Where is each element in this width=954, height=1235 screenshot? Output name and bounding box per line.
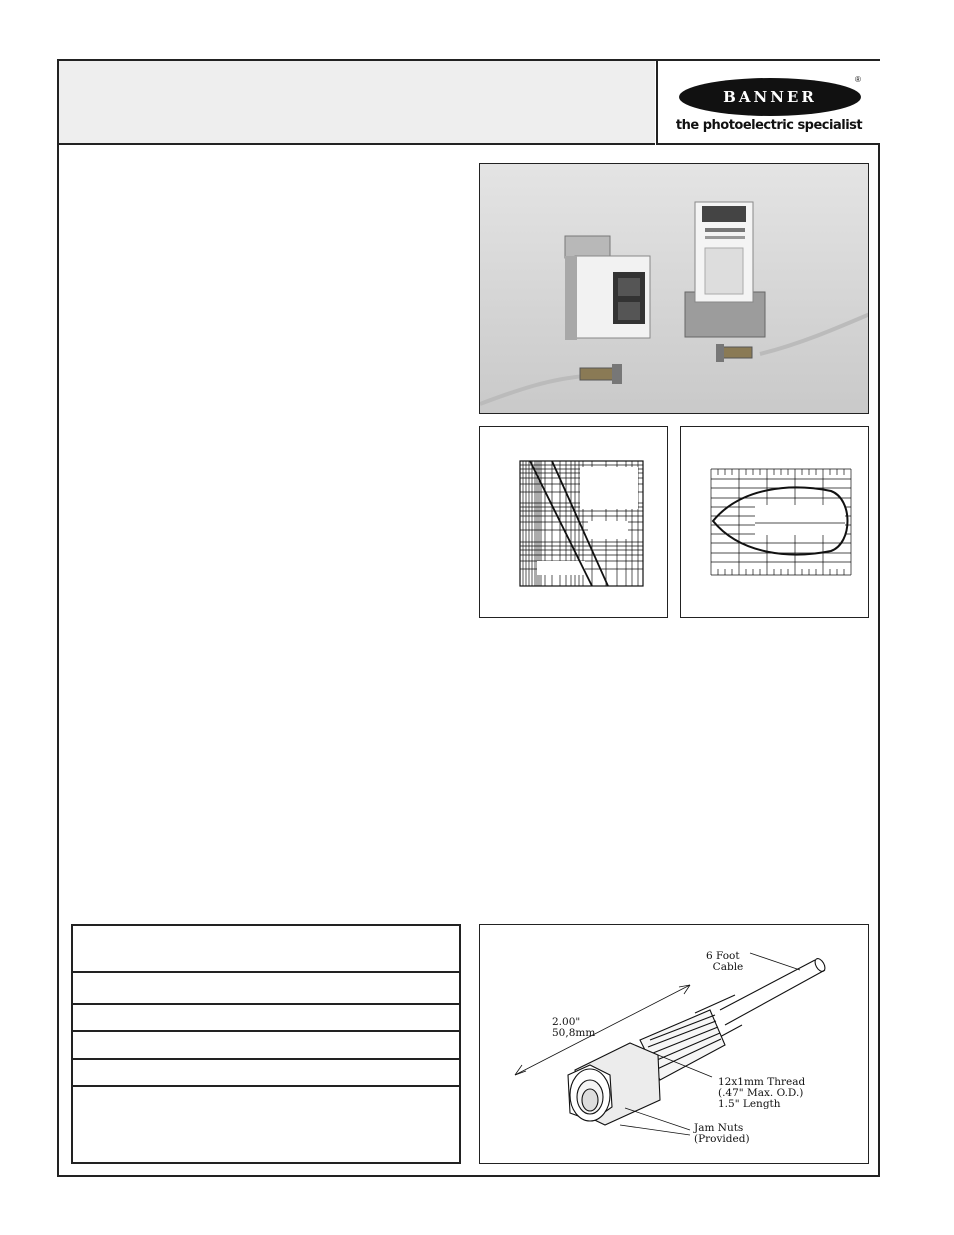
model-table bbox=[71, 924, 461, 1164]
thread-label: 12x1mm Thread (.47" Max. O.D.) 1.5" Length bbox=[718, 1076, 806, 1110]
logo-tagline: the photoelectric specialist bbox=[675, 118, 863, 133]
cable-label: 6 Foot Cable bbox=[706, 950, 744, 973]
excess-gain-graph-plot bbox=[480, 427, 669, 619]
table-row-divider bbox=[73, 1030, 459, 1032]
registered-mark: ® bbox=[855, 75, 861, 84]
product-photo-illustration bbox=[480, 164, 869, 414]
length-label: 2.00" 50,8mm bbox=[552, 1016, 596, 1039]
beam-pattern-graph-plot bbox=[681, 427, 870, 619]
table-row-divider bbox=[73, 1058, 459, 1060]
dimension-drawing bbox=[479, 924, 869, 1164]
beam-pattern-graph bbox=[680, 426, 869, 618]
excess-gain-graph bbox=[479, 426, 668, 618]
title-header-band bbox=[59, 61, 655, 145]
table-row-divider bbox=[73, 1003, 459, 1005]
jam-nuts-label: Jam Nuts (Provided) bbox=[694, 1122, 750, 1145]
table-row-divider bbox=[73, 971, 459, 973]
banner-logo bbox=[679, 78, 861, 116]
logo-brand-text: BANNER bbox=[723, 88, 817, 106]
logo-panel bbox=[656, 61, 880, 145]
product-photo bbox=[479, 163, 869, 414]
table-row-divider bbox=[73, 1085, 459, 1087]
sensor-line-drawing bbox=[480, 925, 869, 1164]
